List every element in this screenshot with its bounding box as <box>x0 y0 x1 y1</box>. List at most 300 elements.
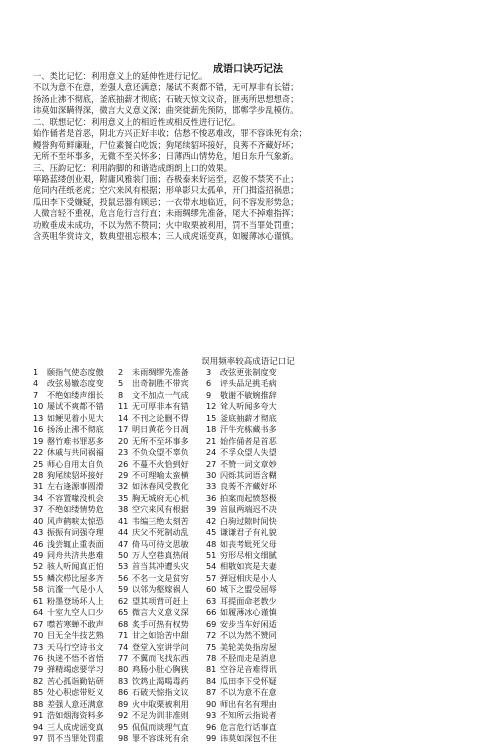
idiom-row <box>33 687 473 698</box>
idiom-entry <box>33 436 118 447</box>
intro-line: 讳莫如深瞒得深，微言大义意义深；曲突徙薪先预防，邯郸学步乱模仿。 <box>33 105 299 116</box>
idiom-text: 不以为意不在意 <box>220 687 277 698</box>
idiom-text: 同舟共济共患难 <box>47 550 104 560</box>
idiom-text: 狗尾续貂坏接好 <box>47 469 104 480</box>
idiom-text: 沆瀣一气是小人 <box>47 584 104 595</box>
idiom-row <box>33 436 473 447</box>
idiom-text: 微言大义意义深 <box>132 607 189 618</box>
idiom-entry <box>33 413 118 424</box>
idiom-entry <box>33 481 118 492</box>
idiom-text: 城下之盟受屈辱 <box>220 584 277 595</box>
idiom-entry <box>33 596 118 607</box>
idiom-entry <box>33 401 118 412</box>
idiom-number: 45 <box>206 527 217 538</box>
idiom-entry <box>33 470 118 481</box>
idiom-text: 石破天惊指文议 <box>132 687 189 698</box>
idiom-text: 不负众望不辜负 <box>132 447 189 458</box>
idiom-number: 42 <box>206 515 217 526</box>
idiom-text: 师心自用太自负 <box>47 458 104 469</box>
idiom-text: 瓜田李下受怀疑 <box>220 675 277 686</box>
idiom-text: 侃侃而谈理气直 <box>132 721 189 732</box>
idiom-number: 8 <box>118 389 124 400</box>
idiom-number: 22 <box>33 447 44 458</box>
idiom-entry <box>206 653 316 664</box>
idiom-number: 20 <box>118 435 129 446</box>
idiom-text: 敬谢不敏婉推辞 <box>220 389 277 400</box>
idiom-text: 闪烁其词语含糊 <box>220 469 277 480</box>
idiom-text: 文不加点一气成 <box>132 389 189 400</box>
idiom-number: 21 <box>206 435 217 446</box>
intro-section <box>33 71 473 243</box>
intro-line: 人微言轻不重视，危言危行言行直；未雨绸缪先准备，尾大不掉难指挥； <box>33 208 299 219</box>
idiom-number: 50 <box>118 550 129 560</box>
idiom-number: 89 <box>118 698 129 709</box>
idiom-entry <box>118 390 206 401</box>
idiom-text: 不以为然不赞同 <box>220 630 277 641</box>
idiom-number: 1 <box>33 367 39 377</box>
idiom-text: 骇人听闻真正怕 <box>47 561 104 572</box>
idiom-number: 86 <box>118 687 129 698</box>
idiom-number: 99 <box>206 733 217 743</box>
idiom-text: 屡试不爽都不错 <box>47 401 104 412</box>
idiom-number: 47 <box>118 538 129 549</box>
idiom-number: 94 <box>33 721 44 732</box>
idiom-number: 19 <box>33 435 44 446</box>
idiom-text: 不绝如缕声细长 <box>47 389 104 400</box>
idiom-text: 饮鸩止渴喝毒药 <box>132 675 189 686</box>
idiom-row <box>33 619 473 630</box>
idiom-entry <box>118 470 206 481</box>
idiom-number: 55 <box>33 572 44 583</box>
idiom-entry <box>206 378 316 389</box>
idiom-text: 左右逢源事圆滑 <box>47 481 104 492</box>
idiom-number: 2 <box>118 367 124 377</box>
idiom-entry <box>118 436 206 447</box>
idiom-text: 如履薄冰心谨慎 <box>220 607 277 618</box>
idiom-number: 70 <box>33 630 44 641</box>
idiom-entry <box>206 447 316 458</box>
idiom-row <box>33 722 473 733</box>
idiom-entry <box>33 378 118 389</box>
idiom-number: 92 <box>118 710 129 721</box>
idiom-number: 12 <box>206 401 217 412</box>
idiom-text: 出奇制胜不带宾 <box>132 378 189 389</box>
idiom-text: 师出有名有理由 <box>220 698 277 709</box>
idiom-entry <box>118 493 206 504</box>
idiom-entry <box>118 504 206 515</box>
idiom-entry <box>118 378 206 389</box>
idiom-entry <box>33 504 118 515</box>
idiom-number: 26 <box>118 458 129 469</box>
idiom-number: 37 <box>33 504 44 515</box>
idiom-number: 91 <box>33 710 44 721</box>
idiom-entry <box>118 619 206 630</box>
idiom-entry <box>206 424 316 435</box>
idiom-text: 未雨绸缪先准备 <box>132 367 189 377</box>
idiom-entry <box>33 539 118 550</box>
idiom-number: 4 <box>33 378 39 389</box>
idiom-entry <box>118 676 206 687</box>
idiom-text: 处心积虑带贬义 <box>47 687 104 698</box>
idiom-number: 11 <box>118 401 129 412</box>
idiom-text: 以邻为壑嫁祸人 <box>132 584 189 595</box>
intro-line: 危同内荏纸老虎；空穴来风有根据；形单影只太孤单，开门揖盗招祸患； <box>33 185 299 196</box>
idiom-row <box>33 493 473 504</box>
idiom-text: 不容置喙没机会 <box>47 492 104 503</box>
idiom-text: 不可理喻太蛮横 <box>132 469 189 480</box>
intro-line: 含英咀华赏诗文，数典望祖忘根本；三人成虎谣变真，如履薄冰心谨慎。 <box>33 231 299 242</box>
idiom-text: 评头品足挑毛病 <box>220 378 277 389</box>
idiom-row <box>33 642 473 653</box>
idiom-number: 36 <box>206 492 217 503</box>
idiom-text: 不翼而飞找东西 <box>132 652 189 663</box>
idiom-number: 76 <box>33 652 44 663</box>
idiom-text: 讳莫如深包不住 <box>220 733 277 743</box>
intro-line: 扬汤止沸不彻底，釜底抽薪才彻底；石破天惊文议奇，匪夷所思想想奇； <box>33 93 299 104</box>
idiom-text: 粉墨登场坏人上 <box>47 595 104 606</box>
idiom-number: 48 <box>206 538 217 549</box>
idiom-number: 52 <box>33 561 44 572</box>
idiom-row <box>33 527 473 538</box>
idiom-entry <box>206 722 316 733</box>
idiom-entry <box>33 664 118 675</box>
idiom-entry <box>206 413 316 424</box>
idiom-entry <box>206 516 316 527</box>
idiom-entry <box>33 642 118 653</box>
idiom-text: 十室九空人口少 <box>47 607 104 618</box>
idiom-entry <box>206 470 316 481</box>
idiom-number: 9 <box>206 389 212 400</box>
idiom-text: 改弦更张制度变 <box>220 367 277 377</box>
idiom-number: 81 <box>206 664 217 675</box>
idiom-row <box>33 504 473 515</box>
idiom-entry <box>118 687 206 698</box>
idiom-entry <box>206 664 316 675</box>
idiom-number: 54 <box>206 561 217 572</box>
idiom-entry <box>118 584 206 595</box>
idiom-number: 16 <box>33 424 44 435</box>
idiom-text: 炙手可热有权势 <box>132 618 189 629</box>
idiom-row <box>33 470 473 481</box>
idiom-text: 罄竹难书罪恶多 <box>47 435 104 446</box>
idiom-text: 无可厚非本有错 <box>132 401 189 412</box>
idiom-entry <box>118 561 206 572</box>
idiom-row <box>33 367 473 378</box>
idiom-entry <box>206 493 316 504</box>
idiom-number: 40 <box>33 515 44 526</box>
idiom-number: 24 <box>206 447 217 458</box>
idiom-text: 无所不至坏事多 <box>132 435 189 446</box>
idiom-text: 望其项背可赶上 <box>132 595 189 606</box>
idiom-entry <box>206 619 316 630</box>
idiom-number: 3 <box>206 367 212 377</box>
idiom-number: 39 <box>206 504 217 515</box>
idiom-row <box>33 596 473 607</box>
idiom-row <box>33 516 473 527</box>
idiom-number: 10 <box>33 401 44 412</box>
idiom-entry <box>118 573 206 584</box>
idiom-number: 15 <box>206 412 217 423</box>
idiom-text: 美轮美奂指房屋 <box>220 641 277 652</box>
idiom-text: 明日黄花今日凋 <box>132 424 189 435</box>
intro-line: 始作俑者是首恶，阴北方兴正好丰收；估愁不悛恶难改，罪不容诛死有余； <box>33 128 307 139</box>
intro-line: 一、类比记忆：利用意义上的延伸性进行记忆。 <box>33 71 208 81</box>
idiom-text: 天马行空诗书文 <box>47 641 104 652</box>
idiom-number: 90 <box>206 698 217 709</box>
idiom-entry <box>33 710 118 721</box>
idiom-number: 87 <box>206 687 217 698</box>
idiom-entry <box>33 447 118 458</box>
idiom-entry <box>118 413 206 424</box>
idiom-entry <box>118 481 206 492</box>
idiom-number: 53 <box>118 561 129 572</box>
idiom-text: 不蔓不火恰到好 <box>132 458 189 469</box>
idiom-row <box>33 710 473 721</box>
idiom-number: 65 <box>118 607 129 618</box>
idiom-entry <box>206 539 316 550</box>
idiom-row <box>33 653 473 664</box>
idiom-number: 57 <box>206 572 217 583</box>
idiom-number: 59 <box>118 584 129 595</box>
idiom-text: 首鼠两端迟不决 <box>220 504 277 515</box>
idiom-number: 29 <box>118 469 129 480</box>
idiom-text: 不名一文是贫穷 <box>132 572 189 583</box>
idiom-number: 6 <box>206 378 212 389</box>
idiom-row <box>33 413 473 424</box>
idiom-number: 18 <box>206 424 217 435</box>
idiom-number: 5 <box>118 378 124 389</box>
idiom-number: 31 <box>33 481 44 492</box>
idiom-number: 56 <box>118 572 129 583</box>
idiom-text: 鳞次栉比屋多齐 <box>47 572 104 583</box>
idiom-entry <box>33 653 118 664</box>
intro-line: 二、联想记忆：利用意义上的相近性或相反性进行记忆。 <box>33 116 241 127</box>
idiom-row <box>33 676 473 687</box>
idiom-row <box>33 584 473 595</box>
idiom-row <box>33 699 473 710</box>
idiom-entry <box>206 733 316 744</box>
idiom-row <box>33 390 473 401</box>
idiom-text: 鸡肠小肚心胸狭 <box>132 664 189 675</box>
idiom-entry <box>33 459 118 470</box>
idiom-text: 不赞一词文章妙 <box>220 458 277 469</box>
intro-line: 筚路蓝缕创业艰，附庸风雅装门面；吞极泰来好运至，忍俊不禁笑不止； <box>33 173 299 184</box>
idiom-text: 穷形尽相文细腻 <box>220 550 277 560</box>
idiom-number: 38 <box>118 504 129 515</box>
idiom-entry <box>33 687 118 698</box>
idiom-number: 98 <box>118 733 129 743</box>
intro-line: 三、压韵记忆：利用韵脚的和谐造成朗朗上口的效果。 <box>33 162 233 173</box>
idiom-entry <box>206 607 316 618</box>
idiom-number: 14 <box>118 412 129 423</box>
idiom-row <box>33 459 473 470</box>
idiom-number: 83 <box>118 675 129 686</box>
idiom-number: 95 <box>118 721 129 732</box>
idiom-text: 不足为训非准则 <box>132 710 189 721</box>
intro-line: 不以为意不在意，差强人意还满意；屡试不爽都不错，无可厚非有长错； <box>33 82 299 93</box>
idiom-entry <box>118 653 206 664</box>
idiom-row <box>33 561 473 572</box>
idiom-entry <box>206 596 316 607</box>
idiom-text: 甘之如饴苦中甜 <box>132 630 189 641</box>
idiom-text: 空谷足音难得讯 <box>220 664 277 675</box>
intro-line: 鳗誉狗苟鲜廉耻，尸位素餐白吃饭；狗尾续貂坏接好，良莠不齐藏好坏； <box>33 139 299 150</box>
idiom-row <box>33 481 473 492</box>
idiom-entry <box>33 573 118 584</box>
idiom-entry <box>206 642 316 653</box>
idiom-text: 耸人听闻多夸大 <box>220 401 277 412</box>
idiom-entry <box>206 481 316 492</box>
idiom-text: 浅尝辄止重表面 <box>47 538 104 549</box>
idiom-entry <box>118 630 206 641</box>
idiom-entry <box>33 607 118 618</box>
idiom-number: 23 <box>118 447 129 458</box>
idiom-entry <box>33 561 118 572</box>
idiom-number: 44 <box>118 527 129 538</box>
idiom-entry <box>33 390 118 401</box>
idiom-number: 66 <box>206 607 217 618</box>
idiom-text: 拍案而起愤怒极 <box>220 492 277 503</box>
idiom-row <box>33 630 473 641</box>
idiom-number: 17 <box>118 424 129 435</box>
idiom-text: 韦编三绝太刻苦 <box>132 515 189 526</box>
idiom-entry <box>33 722 118 733</box>
idiom-entry <box>33 676 118 687</box>
idiom-entry <box>118 596 206 607</box>
idiom-entry <box>206 687 316 698</box>
idiom-entry <box>33 516 118 527</box>
idiom-entry <box>118 516 206 527</box>
idiom-number: 71 <box>118 630 129 641</box>
idiom-text: 风声鹤唳太惊恐 <box>47 515 104 526</box>
idiom-number: 64 <box>33 607 44 618</box>
idiom-text: 釜底抽薪才彻底 <box>220 412 277 423</box>
idiom-number: 74 <box>118 641 129 652</box>
idiom-number: 62 <box>118 595 129 606</box>
idiom-row <box>33 664 473 675</box>
idiom-entry <box>206 527 316 538</box>
idiom-number: 80 <box>118 664 129 675</box>
idiom-number: 58 <box>33 584 44 595</box>
idiom-table <box>33 367 473 744</box>
idiom-row <box>33 733 473 744</box>
idiom-entry <box>118 527 206 538</box>
idiom-row <box>33 378 473 389</box>
idiom-number: 85 <box>33 687 44 698</box>
idiom-text: 倚马可待文思敏 <box>132 538 189 549</box>
idiom-number: 25 <box>33 458 44 469</box>
idiom-text: 休戚与共同祸福 <box>47 447 104 458</box>
idiom-entry <box>118 459 206 470</box>
idiom-row <box>33 573 473 584</box>
idiom-number: 72 <box>206 630 217 641</box>
idiom-number: 27 <box>206 458 217 469</box>
idiom-number: 49 <box>33 550 44 560</box>
idiom-entry <box>206 401 316 412</box>
idiom-entry <box>118 642 206 653</box>
idiom-text: 不刊之论删不得 <box>132 412 189 423</box>
idiom-entry <box>118 607 206 618</box>
idiom-number: 63 <box>206 595 217 606</box>
idiom-entry <box>206 390 316 401</box>
idiom-number: 78 <box>206 652 217 663</box>
idiom-entry <box>206 710 316 721</box>
intro-line: 瓜田李下受嫌疑，投鼠忌器有顾忌；一衣带水地临近，问不容发形势急； <box>33 196 299 207</box>
idiom-text: 如鲠见着小见大 <box>47 412 104 423</box>
idiom-entry <box>206 584 316 595</box>
idiom-row <box>33 550 473 561</box>
idiom-text: 良莠不齐藏好坏 <box>220 481 277 492</box>
idiom-text: 目无全牛技艺熟 <box>47 630 104 641</box>
idiom-entry <box>118 699 206 710</box>
idiom-entry <box>206 550 316 561</box>
idiom-number: 75 <box>206 641 217 652</box>
idiom-text: 扬汤止沸不彻底 <box>47 424 104 435</box>
idiom-entry <box>118 424 206 435</box>
idiom-entry <box>33 619 118 630</box>
idiom-text: 苦心孤诣勤钻研 <box>47 675 104 686</box>
idiom-entry <box>118 733 206 744</box>
idiom-number: 79 <box>33 664 44 675</box>
idiom-number: 82 <box>33 675 44 686</box>
idiom-number: 96 <box>206 721 217 732</box>
idiom-entry <box>118 367 206 378</box>
idiom-number: 7 <box>33 389 39 400</box>
idiom-number: 51 <box>206 550 217 560</box>
idiom-text: 谦谦君子有礼貌 <box>220 527 277 538</box>
idiom-text: 罪不容诛死有余 <box>132 733 189 743</box>
intro-line: 功败垂成未成功，不以为然不赞同；火中取栗被利用，罚不当罪处罚重； <box>33 219 299 230</box>
idiom-text: 不绝如缕情势危 <box>47 504 104 515</box>
idiom-row <box>33 401 473 412</box>
idiom-text: 危言危行话事直 <box>220 721 277 732</box>
idiom-text: 如沐春风受教化 <box>132 481 189 492</box>
idiom-number: 32 <box>118 481 129 492</box>
idiom-entry <box>206 630 316 641</box>
idiom-number: 30 <box>206 469 217 480</box>
section-subtitle: 误用频率较高成语记口记 <box>201 357 295 367</box>
idiom-text: 不胫而走是消息 <box>220 652 277 663</box>
idiom-text: 相敬如宾是夫妻 <box>220 561 277 572</box>
idiom-text: 火中取栗被利用 <box>132 698 189 709</box>
idiom-text: 罚不当罪处罚重 <box>47 733 104 743</box>
idiom-text: 弹精竭虑要学习 <box>47 664 104 675</box>
idiom-text: 差强人意还满意 <box>47 698 104 709</box>
idiom-row <box>33 539 473 550</box>
idiom-number: 43 <box>33 527 44 538</box>
idiom-text: 空穴来风有根据 <box>132 504 189 515</box>
idiom-entry <box>206 367 316 378</box>
idiom-text: 执迷不悟不省悟 <box>47 652 104 663</box>
idiom-text: 登堂入室讲学问 <box>132 641 189 652</box>
idiom-entry <box>118 539 206 550</box>
idiom-entry <box>33 424 118 435</box>
idiom-entry <box>206 436 316 447</box>
idiom-text: 安步当车好闲适 <box>220 618 277 629</box>
idiom-number: 35 <box>118 492 129 503</box>
idiom-number: 84 <box>206 675 217 686</box>
idiom-entry <box>33 699 118 710</box>
idiom-entry <box>118 550 206 561</box>
idiom-entry <box>206 699 316 710</box>
idiom-number: 61 <box>33 595 44 606</box>
idiom-text: 首当其冲遭头灾 <box>132 561 189 572</box>
idiom-entry <box>33 630 118 641</box>
idiom-number: 97 <box>33 733 44 743</box>
idiom-text: 颐指气使态度傲 <box>47 367 104 377</box>
idiom-row <box>33 447 473 458</box>
idiom-number: 88 <box>33 698 44 709</box>
